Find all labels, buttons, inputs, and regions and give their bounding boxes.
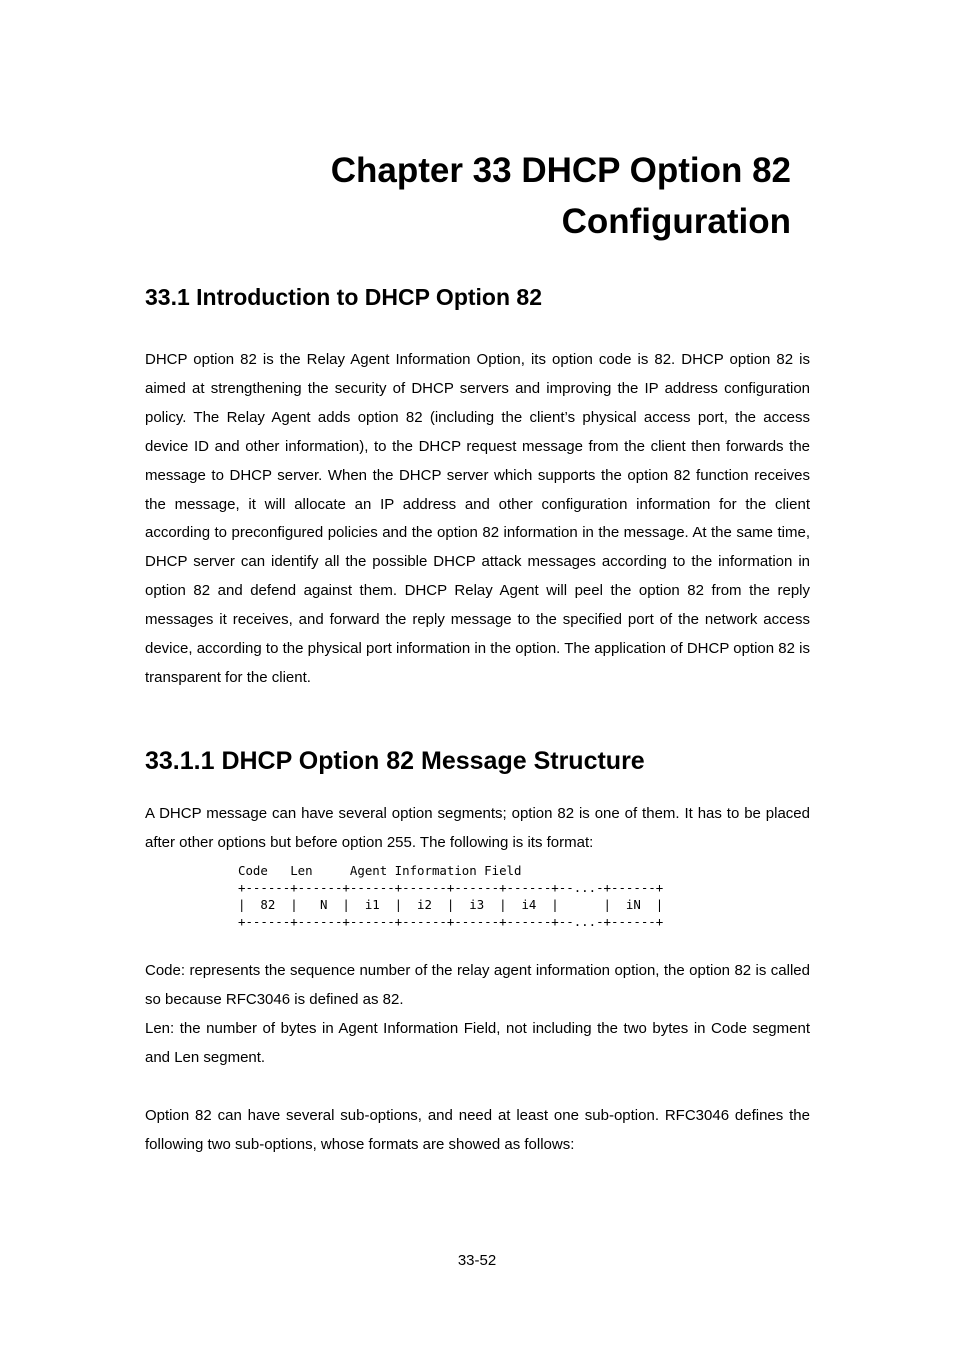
suboptions-paragraph: Option 82 can have several sub-options, and need at least one sub-option. RFC3046 defines the following two sub-options, whose formats are showed as follows: [145, 1107, 810, 1153]
chapter-title-line-1: Chapter 33 DHCP Option 82 [330, 151, 791, 190]
option82-format-diagram: Code Len Agent Information Field +------+------+------+------+------+------+--...-+------+ | 82 | N | i1 | i2 | i3 | i4 | | iN | +------+------+------+------+------+------+--...-+------+ [238, 863, 664, 929]
subsection-heading-message-structure: 33.1.1 DHCP Option 82 Message Structure [145, 747, 645, 775]
chapter-title [145, 145, 791, 247]
intro-paragraph: DHCP option 82 is the Relay Agent Information Option, its option code is 82. DHCP option 82 is aimed at strengthening the security of DHCP servers and improving the IP address configuration policy. The Relay Agent adds option 82 (including the client’s physical access port, the access device ID and other information), to the DHCP request message from the client then forwards the message to DHCP server. When the DHCP server which supports the option 82 function receives the message, it will allocate an IP address and other configuration information for the client according to preconfigured policies and the option 82 information in the message. At the same time, DHCP server can identify all the possible DHCP attack messages according to the information in option 82 and defend against them. DHCP Relay Agent will peel the option 82 from the reply messages it receives, and forward the reply message to the specified port of the network access device, according to the physical port information in the option. The application of DHCP option 82 is transparent for the client. [145, 351, 810, 686]
code-description: Code: represents the sequence number of the relay agent information option, the option 82 is called so because RFC3046 is defined as 82. [145, 962, 810, 1008]
message-structure-intro: A DHCP message can have several option segments; option 82 is one of them. It has to be placed after other options but before option 255. The following is its format: [145, 805, 810, 851]
len-description: Len: the number of bytes in Agent Information Field, not including the two bytes in Code segment and Len segment. [145, 1020, 810, 1066]
chapter-title-line-2: Configuration [561, 202, 791, 241]
section-heading-intro: 33.1 Introduction to DHCP Option 82 [145, 284, 542, 310]
page-number: 33-52 [457, 1252, 497, 1269]
